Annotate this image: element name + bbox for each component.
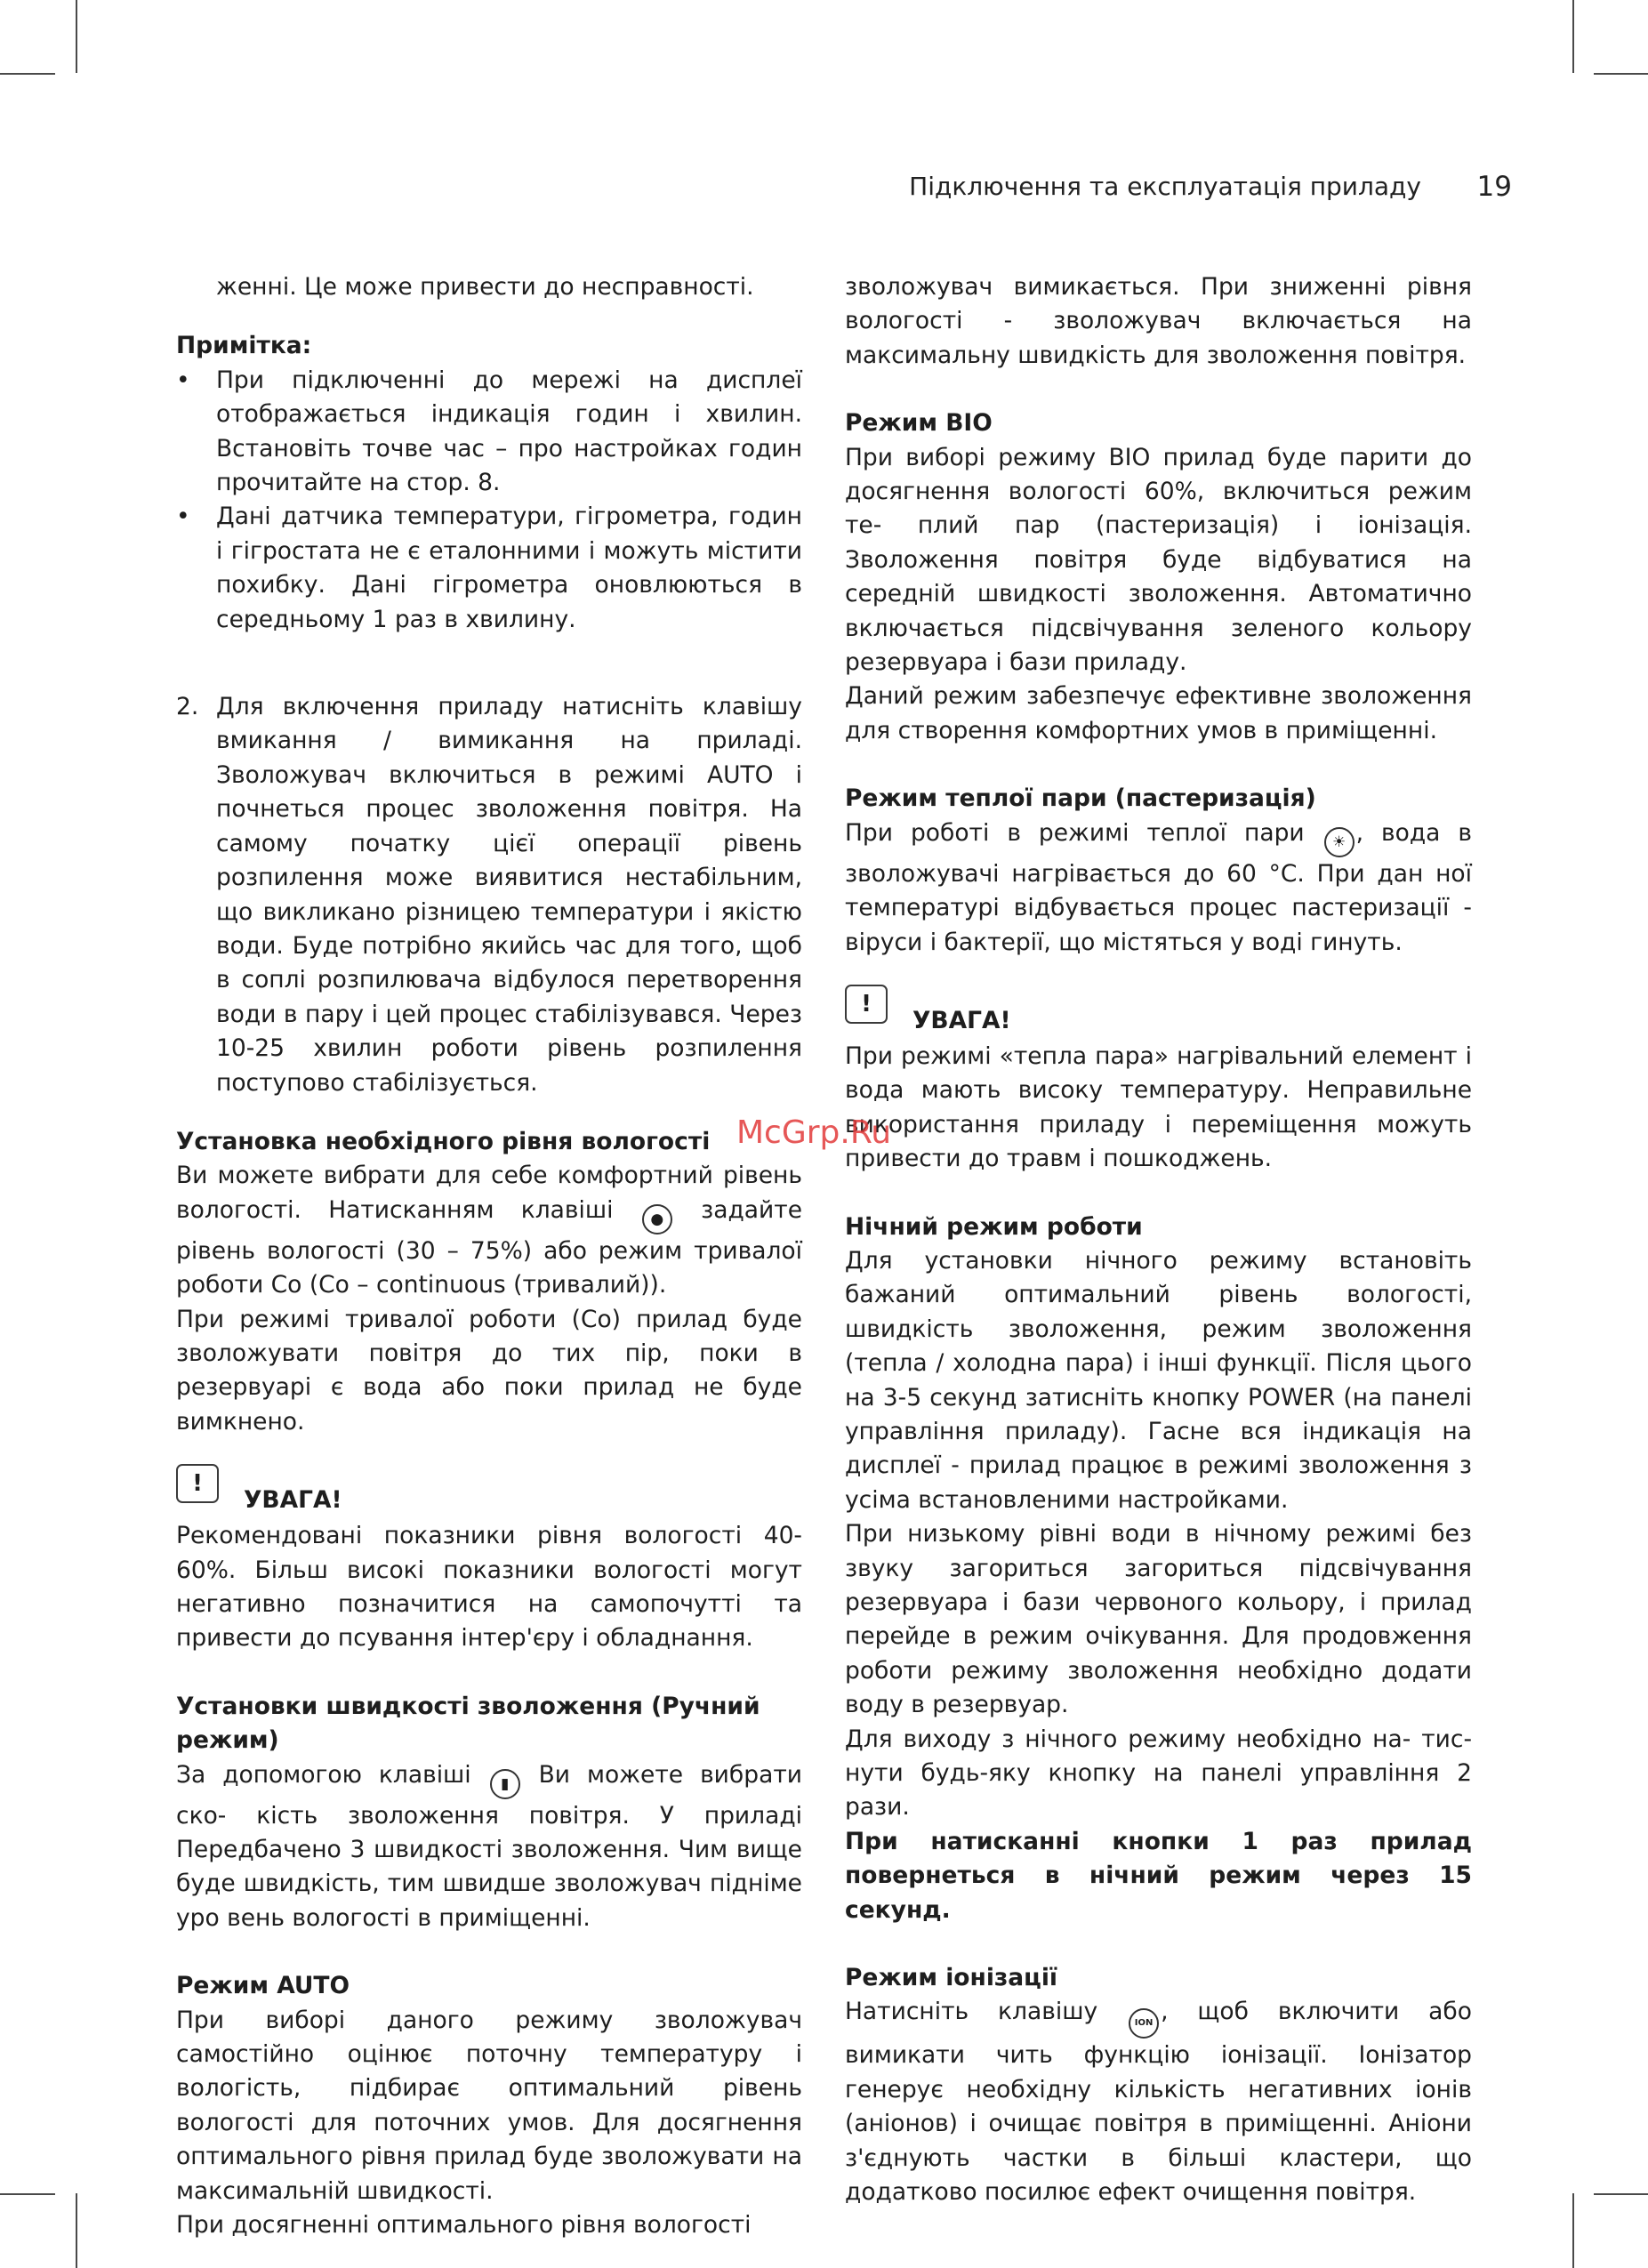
sun-icon: ☀ <box>1324 827 1355 857</box>
paragraph: При низькому рівні води в нічному режимі без звуку загориться загориться підсвічування резервуара і бази червоного кольору, і прилад перейде в режим очікування. Для продовження роботи режиму зволоження необхідно додати воду в резервуар. <box>845 1520 1472 1719</box>
paragraph <box>176 1758 802 1936</box>
warning-title: УВАГА! <box>244 1486 342 1515</box>
crop-mark <box>1572 0 1574 73</box>
paragraph: зволожувач вимикається. При зниженні рівня вологості - зволожувач включається на максимальну швидкість для зволоження повітря. <box>845 273 1472 369</box>
bullet-marker: • <box>176 503 190 531</box>
section-heading: Режим теплої пари (пастеризація) <box>845 784 1316 813</box>
paragraph-text: задайте рівень вологості (30 – 75%) або режим тривалої роботи Co (Co – continuous (тривалий)). <box>176 1195 802 1299</box>
warning-title: УВАГА! <box>912 1006 1011 1034</box>
paragraph-text: , щоб включити або вимикати чить функцію іонізації. Іонізатор генерує необхідну кількість негативних іонів (аніонов) і очищає повітря в приміщенні. Аніони з'єднують частки в більші кластери, що додатково посилює ефект очищення повітря. <box>845 1998 1472 2207</box>
fan-speed-icon: ▮ <box>490 1769 520 1799</box>
warning-block <box>845 985 1472 1040</box>
left-column <box>176 270 802 2243</box>
section-heading: Режим AUTO <box>176 1972 350 2000</box>
note-heading: Примітка: <box>176 332 312 360</box>
water-drop-icon: ● <box>642 1204 672 1235</box>
paragraph-continuation: женні. Це може привести до несправності. <box>216 273 754 301</box>
paragraph-bold: При натисканні кнопки 1 раз прилад повернеться в нічний режим через 15 секунд. <box>845 1827 1472 1924</box>
crop-mark <box>1572 2193 1574 2268</box>
bullet-marker: • <box>176 366 190 394</box>
section-heading: Режим іонізації <box>845 1964 1057 1992</box>
warning-text: При режимі «тепла пара» нагрівальний елемент і вода мають високу температуру. Неправильне використання приладу і переміщення можуть привести до травм і пошкоджень. <box>845 1042 1472 1173</box>
ion-icon: ION <box>1129 2008 1159 2039</box>
paragraph-text: За допомогою клавіші <box>176 1760 471 1789</box>
right-column <box>845 270 1472 2210</box>
paragraph-text: Натисніть клавішу <box>845 1998 1098 2026</box>
paragraph: При виборі даного режиму зволожувач самостійно оцінює поточну температуру і вологість, підбирає оптимальний рівень вологості для поточних умов. Для досягнення оптимального рівня прилад буде зволожувати на максимальній швидкості. <box>176 2006 802 2205</box>
steps-list <box>176 690 802 1100</box>
step-number: 2. <box>176 693 199 721</box>
paragraph-text: Ви можете вибрати для себе комфортний рівень вологості. Натисканням клавіші <box>176 1162 802 1224</box>
section-heading: Нічний режим роботи <box>845 1212 1143 1241</box>
crop-mark <box>76 2193 77 2268</box>
paragraph-text: Ви можете вибрати ско- кість зволоження повітря. У приладі Передбачено 3 швидкості зволоження. Чим вище буде швидкість, тим швидше зволожувач підніме уро вень вологості в приміщенні. <box>176 1760 802 1932</box>
paragraph <box>845 1995 1472 2209</box>
watermark: McGrp.Ru <box>736 1114 892 1151</box>
paragraph: Для виходу з нічного режиму необхідно на- тиснути будь-яку кнопку на панелі управління 2 рази. <box>845 1725 1472 1822</box>
crop-mark <box>76 0 77 73</box>
list-item-text: Для включення приладу натисніть клавішу вмикання / вимикання на приладі. Зволожувач включиться в режимі AUTO і почнеться процес зволоження повітря. На самому початку цієї операції рівень розпилення може виявитися нестабільним, що викликано різницею температури і якістю води. Буде потрібно якийсь час для того, щоб в соплі розпилювача відбулося перетворення води в пару і цей процес стабілізувався. Через 10-25 хвилин роботи рівень розпилення поступово стабілізується. <box>216 693 802 1097</box>
list-item <box>176 690 802 1100</box>
paragraph: Даний режим забезпечує ефективне зволоження для створення комфортних умов в приміщенні. <box>845 682 1472 744</box>
note-list <box>176 364 802 637</box>
crop-mark <box>0 2193 55 2195</box>
paragraph-text: , вода в зволожувачі нагрівається до 60 °C. При дан ної температурі відбувається процес пастеризації - віруси і бактерії, що містяться у воді гинуть. <box>845 818 1472 956</box>
paragraph: Для установки нічного режиму встановіть бажаний оптимальний рівень вологості, швидкість зволоження, режим зволоження (тепла / холодна пара) і інші функції. Після цього на 3-5 секунд затисніть кнопку POWER (на панелі управління приладу). Гасне вся індикація на дисплеї - прилад працює в режимі зволоження з усіма встановленими настройками. <box>845 1246 1472 1514</box>
paragraph <box>845 816 1472 960</box>
section-heading: Установки швидкості зволоження (Ручний режим) <box>176 1692 760 1755</box>
list-item-text: При підключенні до мережі на дисплеї отображається індикація годин і хвилин. Встановіть точве час – про настройках годин прочитайте на стор. 8. <box>216 366 802 497</box>
paragraph-text: При роботі в режимі теплої пари <box>845 818 1305 847</box>
paragraph: При досягненні оптимального рівня вологості <box>176 2211 752 2240</box>
warning-icon: ! <box>845 985 888 1024</box>
section-heading: Режим BIO <box>845 409 993 438</box>
page-header <box>0 169 1512 205</box>
header-title: Підключення та експлуатація приладу <box>909 172 1421 201</box>
crop-mark <box>0 73 55 75</box>
warning-text: Рекомендовані показники рівня вологості 40-60%. Більш високі показники вологості могут негативно позначитися на самопочутті та привести до псування інтер'єру і обладнання. <box>176 1522 802 1653</box>
paragraph <box>176 1159 802 1302</box>
paragraph: При режимі тривалої роботи (Co) прилад буде зволожувати повітря до тих пір, поки в резервуарі є вода або поки прилад не буде вимкнено. <box>176 1305 802 1436</box>
crop-mark <box>1594 2193 1648 2195</box>
list-item-text: Дані датчика температури, гігрометра, годин і гігростата не є еталонними і можуть містити похибку. Дані гігрометра оновлюються в середньому 1 раз в хвилину. <box>216 503 802 633</box>
paragraph: При виборі режиму BIO прилад буде парити до досягнення вологості 60%, включиться режим те- плий пар (пастеризація) і іонізація. Зволоження повітря буде відбуватися на середній швидкості зволоження. Автоматично включається підсвічування зеленого кольору резервуара і бази приладу. <box>845 443 1472 677</box>
warning-icon: ! <box>176 1464 219 1503</box>
crop-mark <box>1594 73 1648 75</box>
section-heading: Установка необхідного рівня вологості <box>176 1127 711 1155</box>
page-number: 19 <box>1476 171 1512 203</box>
warning-block <box>176 1464 802 1519</box>
list-item <box>176 500 802 637</box>
list-item <box>176 364 802 501</box>
